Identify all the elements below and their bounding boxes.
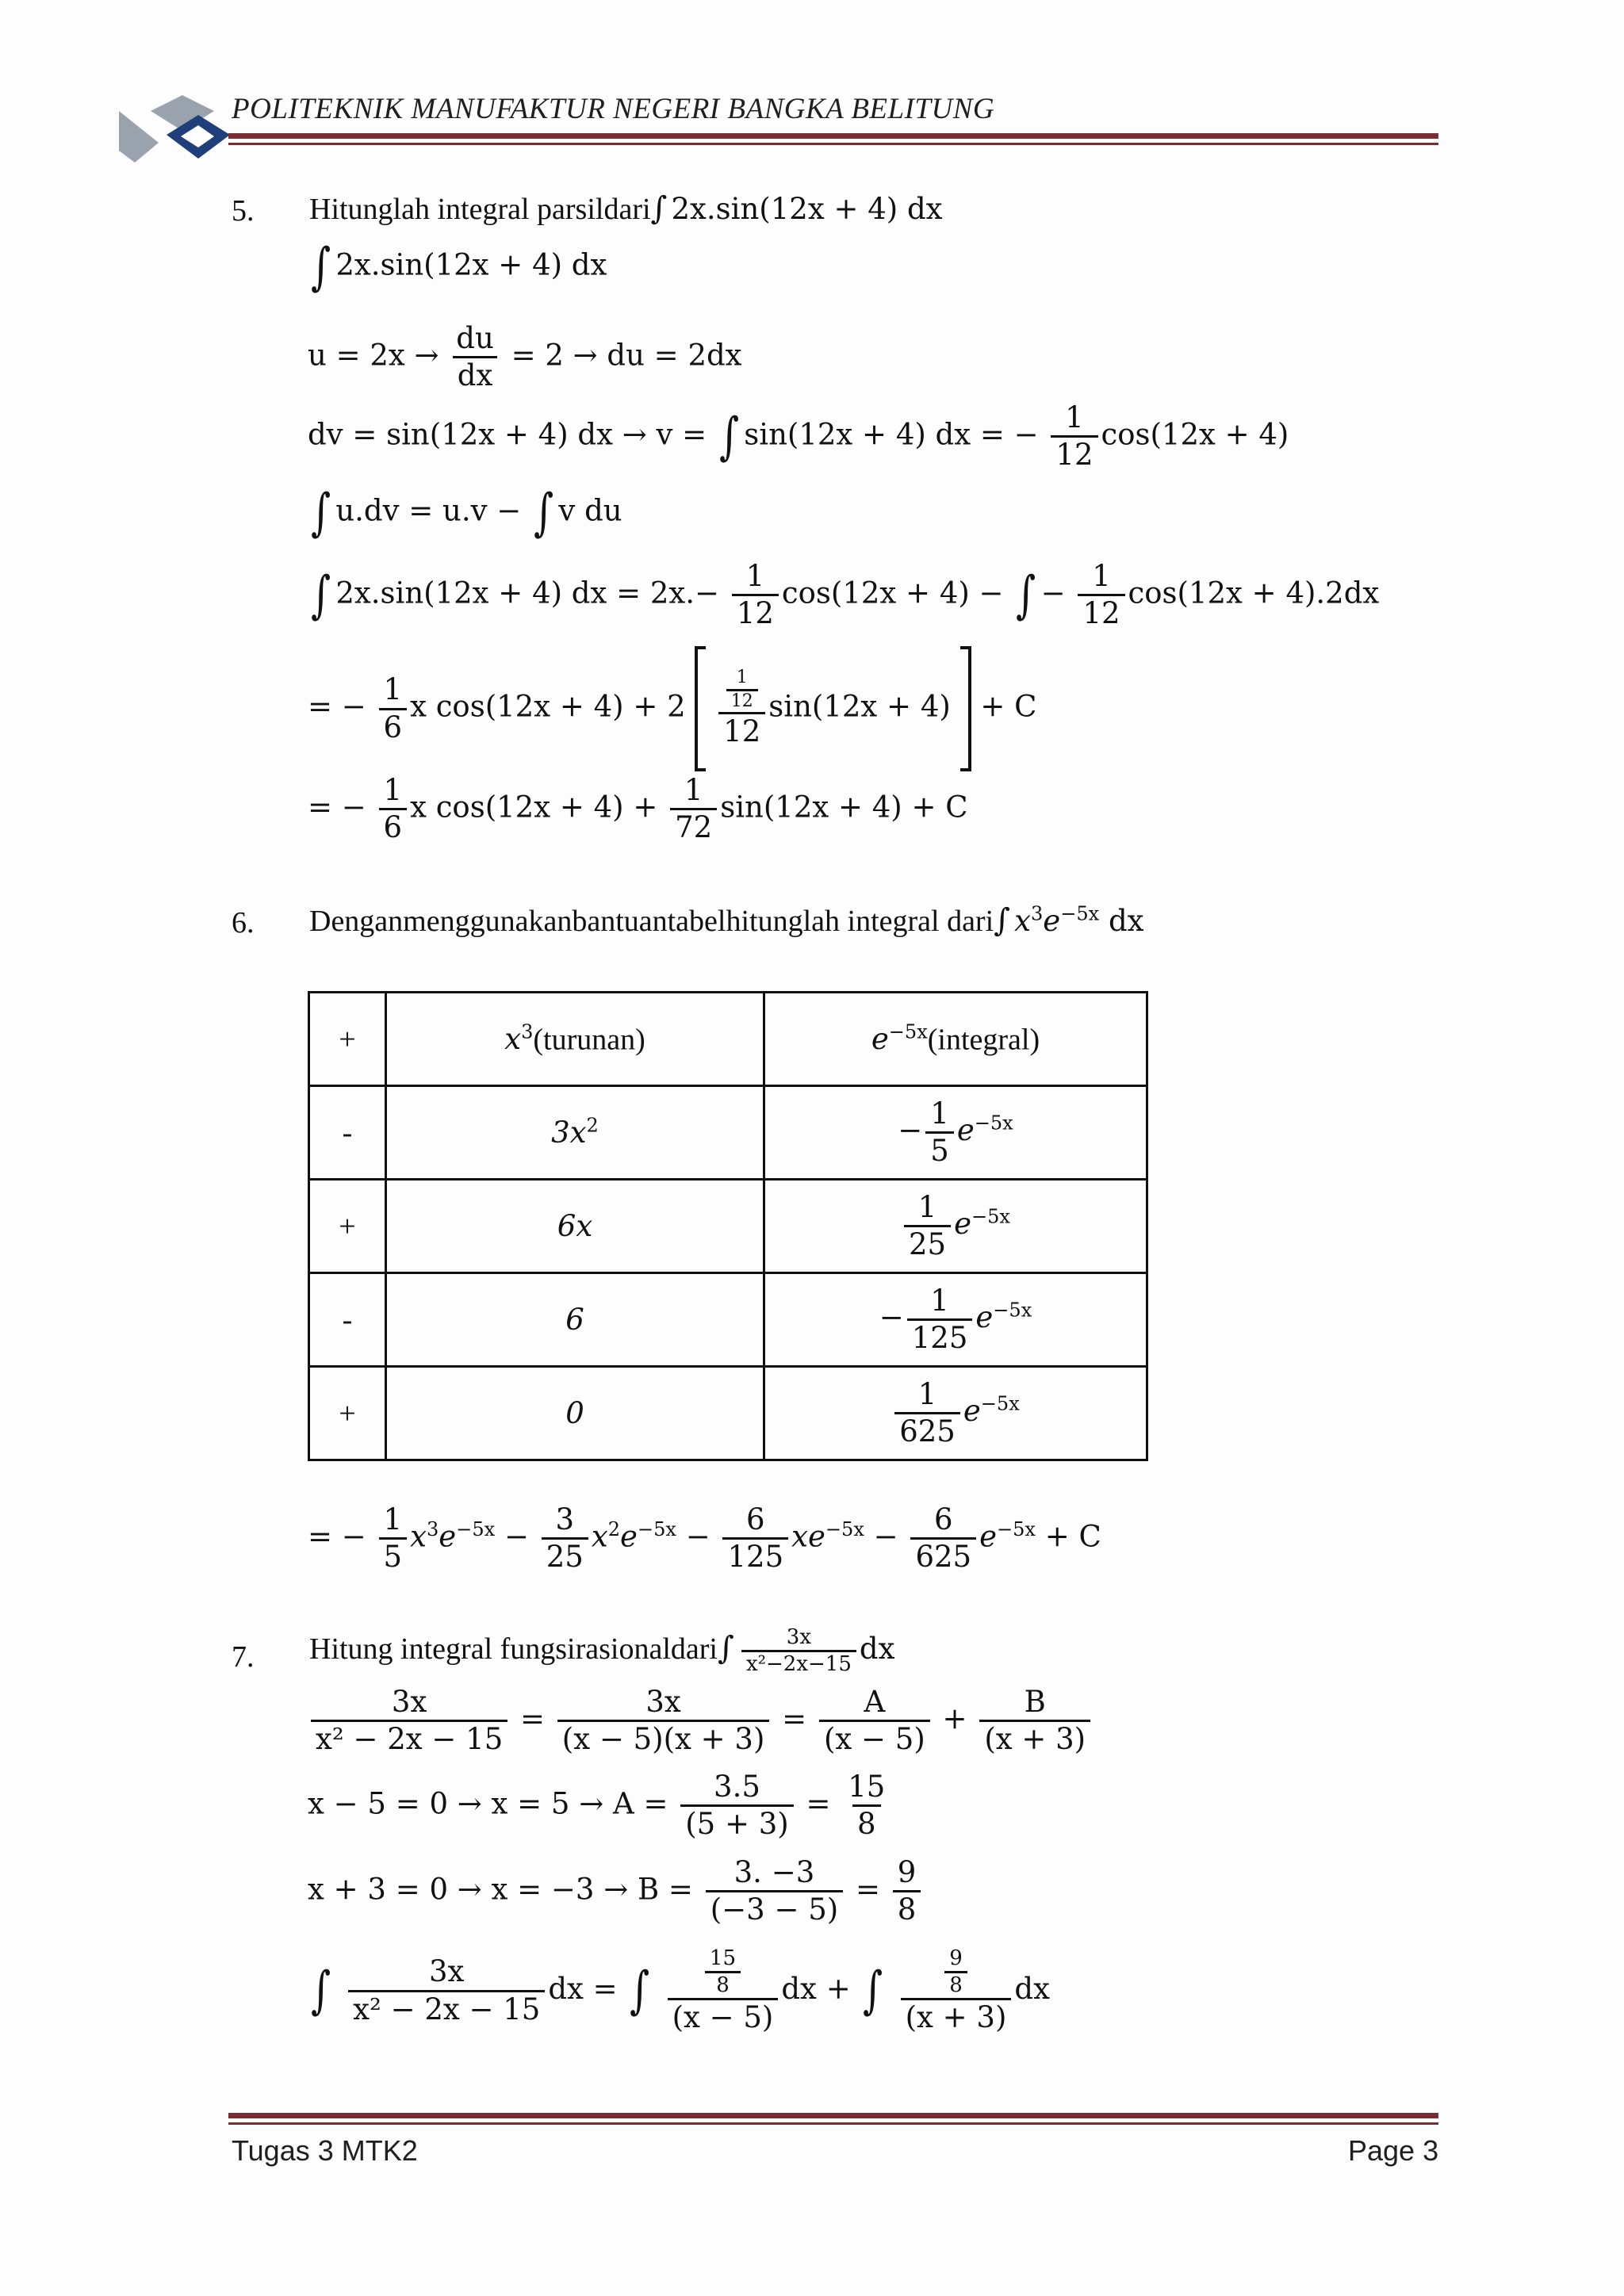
q7-number: 7. xyxy=(232,1640,255,1674)
table-cell: $x^3(turunan)$ xyxy=(386,993,764,1086)
table-header-row xyxy=(309,993,1147,1086)
q6-result: = − $\frac{1}{5}$ $x^3e^{-5x}$ − $\frac{3}{25}$ $x^2e^{-5x}$ − $\frac{6}{125}$ $xe^{-5x}$ − $\frac{6}{625}$ $e^{-5x} + C$ xyxy=(308,1502,1101,1575)
q5-number: 5. xyxy=(232,194,255,228)
q5-integrand: 2x.sin(12x + 4) dx xyxy=(671,192,943,226)
footer-rule-thick xyxy=(228,2113,1438,2118)
footer-rule-thin xyxy=(228,2122,1438,2125)
q5-prompt: Hitunglah integral parsildari∫ 2x.sin(12x + 4) dx xyxy=(309,190,943,227)
q6-prompt: Denganmenggunakanbantuantabelhitunglah integral dari∫ $x^3e^{-5x}$ dx xyxy=(309,902,1144,939)
q5-line-3: dv = sin(12x + 4) dx → v = ∫ sin(12x + 4) dx = − $\frac{1}{12}$ cos(12x + 4) xyxy=(308,400,1289,473)
table-cell: + xyxy=(309,993,386,1086)
q7-line-2: x − 5 = 0 → x = 5 → A = $\frac{3.5}{(5 + 3)}$ = $\frac{15}{8}$ xyxy=(308,1770,886,1842)
table-row xyxy=(309,1367,1147,1460)
table-cell: $3x^2$ xyxy=(386,1086,764,1180)
tabular-integration-table xyxy=(308,991,1148,1461)
footer-page-number: Page 3 xyxy=(1348,2134,1439,2167)
q7-prompt: Hitung integral fungsirasionaldari∫ $\frac{3x}{\text{x²−2x−15}}$ dx xyxy=(309,1625,895,1677)
q6-number: 6. xyxy=(232,906,255,939)
table-cell: $\frac{1}{625}$ $e^{-5x}$ xyxy=(764,1367,1147,1460)
q5-line-7: = − $\frac{1}{6}$ x cos(12x + 4) + $\frac{1}{72}$ sin(12x + 4) + C xyxy=(308,773,968,845)
q5-line-2: u = 2x → $\frac{du}{dx}$ = 2 → du = 2dx xyxy=(308,321,742,393)
q7-line-4: ∫ $\frac{3x}{\text{x² − 2x − 15}}$ dx = ∫ $\frac{\frac{15}{8}}{(x - 5)}$ dx + ∫ $\frac{\frac{9}{8}}{(x + 3)}$ dx xyxy=(311,1946,1050,2035)
header-rule-thick xyxy=(228,133,1438,139)
table-cell: $e^{-5x}(integral)$ xyxy=(764,993,1147,1086)
q7-line-3: x + 3 = 0 → x = −3 → B = $\frac{3. -3}{(-3 - 5)}$ = $\frac{9}{8}$ xyxy=(308,1855,924,1928)
table-row xyxy=(309,1086,1147,1180)
header-title: POLITEKNIK MANUFAKTUR NEGERI BANGKA BELITUNG xyxy=(232,93,995,125)
q7-line-1: $\frac{3x}{\text{x² − 2x − 15}}$ = $\frac{3x}{(x - 5)(x + 3)}$ = $\frac{A}{(x - 5)}$ + $\frac{B}{(x + 3)}$ xyxy=(308,1685,1094,1758)
table-cell: - xyxy=(309,1273,386,1367)
table-cell: − $\frac{1}{125}$ $e^{-5x}$ xyxy=(764,1273,1147,1367)
table-cell: − $\frac{1}{5}$ $e^{-5x}$ xyxy=(764,1086,1147,1180)
table-cell: + xyxy=(309,1367,386,1460)
footer-left: Tugas 3 MTK2 xyxy=(232,2134,418,2167)
table-cell: 0 xyxy=(386,1367,764,1460)
q5-line-4: ∫ u.dv = u.v − ∫ v du xyxy=(311,484,622,542)
table-cell: 6 xyxy=(386,1273,764,1367)
header-rule-thin xyxy=(228,143,1438,145)
table-cell: - xyxy=(309,1086,386,1180)
table-cell: $\frac{1}{25}$ $e^{-5x}$ xyxy=(764,1180,1147,1273)
q5-line-6: = − $\frac{1}{6}$ x cos(12x + 4) + 2 $\frac{\frac{1}{12}}{12}$ sin(12x + 4) + C xyxy=(308,646,1036,771)
q5-line-5: ∫ 2x.sin(12x + 4) dx = 2x.− $\frac{1}{12}$ cos(12x + 4) − ∫ − $\frac{1}{12}$ cos(12x + 4).2dx xyxy=(311,559,1380,631)
q5-line-1: ∫ 2x.sin(12x + 4) dx xyxy=(311,238,607,297)
table-cell: + xyxy=(309,1180,386,1273)
q5-prompt-text: Hitunglah integral parsildari xyxy=(309,193,651,226)
table-row xyxy=(309,1273,1147,1367)
institution-logo xyxy=(119,95,230,166)
table-cell: 6x xyxy=(386,1180,764,1273)
table-row xyxy=(309,1180,1147,1273)
